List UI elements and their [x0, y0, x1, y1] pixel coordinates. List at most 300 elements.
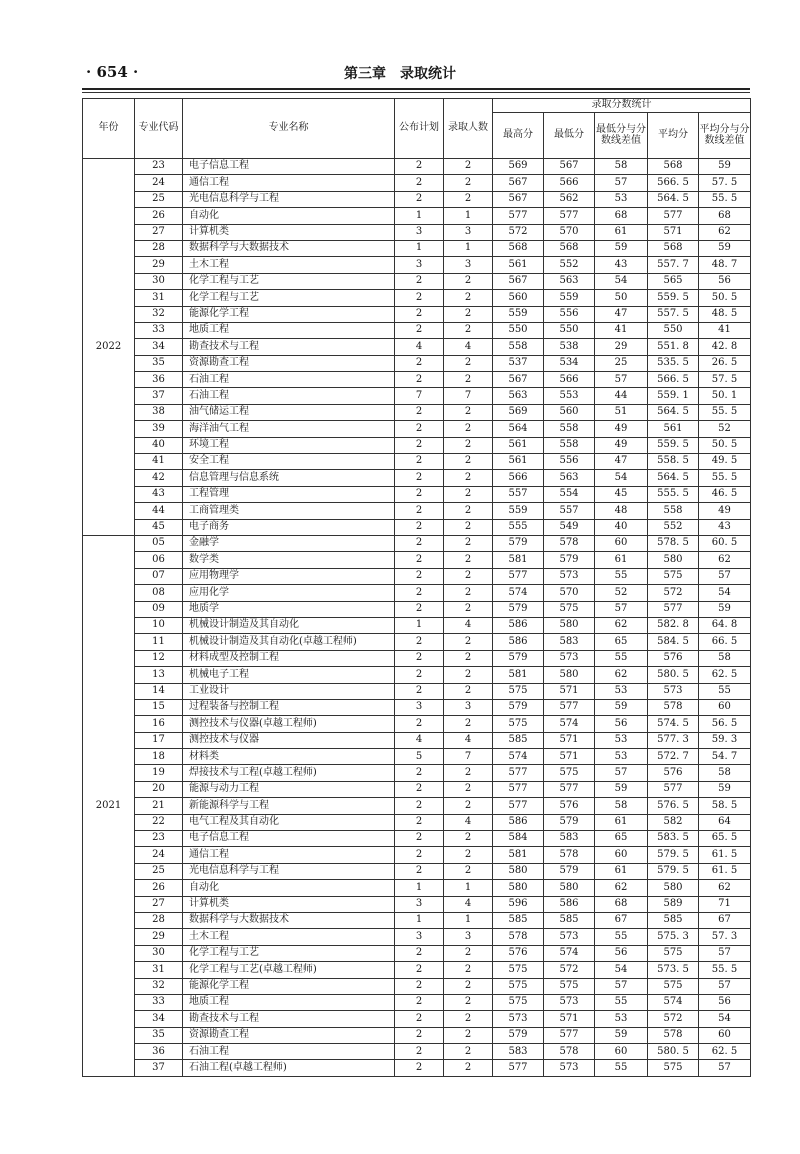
- table-row: [83, 208, 751, 224]
- cell-avg: 552: [648, 519, 699, 535]
- cell-avg: 577: [648, 208, 699, 224]
- table-row: [83, 863, 751, 879]
- cell-avg-diff: 65. 5: [699, 831, 751, 847]
- cell-admitted: 4: [444, 339, 493, 355]
- cell-plan: 2: [395, 1044, 444, 1060]
- cell-admitted: 2: [444, 978, 493, 994]
- table-row: [83, 617, 751, 633]
- cell-avg-diff: 50. 5: [699, 437, 751, 453]
- cell-admitted: 1: [444, 912, 493, 928]
- cell-plan: 2: [395, 191, 444, 207]
- cell-max: 584: [493, 831, 544, 847]
- cell-avg-diff: 67: [699, 912, 751, 928]
- cell-avg-diff: 61. 5: [699, 863, 751, 879]
- cell-plan: 2: [395, 667, 444, 683]
- cell-avg-diff: 46. 5: [699, 486, 751, 502]
- table-row: [83, 1060, 751, 1076]
- cell-avg-diff: 59: [699, 159, 751, 175]
- cell-min-diff: 55: [595, 994, 648, 1010]
- cell-min-diff: 50: [595, 290, 648, 306]
- cell-name: 土木工程: [183, 929, 395, 945]
- cell-code: 24: [135, 847, 183, 863]
- cell-code: 33: [135, 322, 183, 338]
- cell-max: 567: [493, 273, 544, 289]
- cell-code: 23: [135, 831, 183, 847]
- cell-avg-diff: 61. 5: [699, 847, 751, 863]
- cell-min: 571: [544, 732, 595, 748]
- cell-plan: 2: [395, 372, 444, 388]
- cell-max: 561: [493, 454, 544, 470]
- cell-max: 596: [493, 896, 544, 912]
- cell-avg: 583. 5: [648, 831, 699, 847]
- cell-admitted: 2: [444, 798, 493, 814]
- cell-avg: 551. 8: [648, 339, 699, 355]
- year-cell: 2022: [83, 159, 135, 536]
- cell-min-diff: 49: [595, 437, 648, 453]
- cell-code: 06: [135, 552, 183, 568]
- cell-min-diff: 52: [595, 585, 648, 601]
- cell-min: 538: [544, 339, 595, 355]
- cell-admitted: 3: [444, 699, 493, 715]
- cell-avg-diff: 57: [699, 568, 751, 584]
- cell-avg-diff: 49. 5: [699, 454, 751, 470]
- cell-name: 新能源科学与工程: [183, 798, 395, 814]
- table-row: [83, 962, 751, 978]
- cell-max: 569: [493, 159, 544, 175]
- cell-avg: 579. 5: [648, 863, 699, 879]
- table-row: [83, 699, 751, 715]
- cell-avg: 582. 8: [648, 617, 699, 633]
- cell-code: 28: [135, 240, 183, 256]
- cell-name: 过程装备与控制工程: [183, 699, 395, 715]
- table-row: [83, 929, 751, 945]
- table-row: [83, 306, 751, 322]
- cell-plan: 2: [395, 568, 444, 584]
- cell-admitted: 3: [444, 224, 493, 240]
- cell-name: 通信工程: [183, 175, 395, 191]
- cell-min: 559: [544, 290, 595, 306]
- cell-max: 568: [493, 240, 544, 256]
- table-row: [83, 831, 751, 847]
- table-row: [83, 798, 751, 814]
- cell-max: 581: [493, 847, 544, 863]
- cell-code: 09: [135, 601, 183, 617]
- cell-avg: 559. 5: [648, 290, 699, 306]
- cell-name: 石油工程: [183, 1044, 395, 1060]
- cell-min: 576: [544, 798, 595, 814]
- cell-max: 563: [493, 388, 544, 404]
- cell-plan: 3: [395, 896, 444, 912]
- cell-max: 581: [493, 667, 544, 683]
- cell-min-diff: 53: [595, 732, 648, 748]
- cell-code: 10: [135, 617, 183, 633]
- cell-name: 工程管理: [183, 486, 395, 502]
- cell-min-diff: 57: [595, 175, 648, 191]
- cell-max: 579: [493, 699, 544, 715]
- cell-avg: 574: [648, 994, 699, 1010]
- cell-plan: 2: [395, 945, 444, 961]
- cell-plan: 2: [395, 519, 444, 535]
- cell-admitted: 2: [444, 486, 493, 502]
- cell-min-diff: 61: [595, 552, 648, 568]
- cell-min: 558: [544, 421, 595, 437]
- cell-name: 地质工程: [183, 994, 395, 1010]
- cell-admitted: 2: [444, 765, 493, 781]
- cell-name: 材料成型及控制工程: [183, 650, 395, 666]
- cell-avg: 566. 5: [648, 372, 699, 388]
- cell-name: 计算机类: [183, 224, 395, 240]
- cell-min: 557: [544, 503, 595, 519]
- table-row: [83, 994, 751, 1010]
- table-row: [83, 1011, 751, 1027]
- cell-max: 578: [493, 929, 544, 945]
- cell-min: 558: [544, 437, 595, 453]
- cell-avg-diff: 56: [699, 994, 751, 1010]
- cell-plan: 2: [395, 486, 444, 502]
- cell-min-diff: 68: [595, 896, 648, 912]
- cell-code: 25: [135, 863, 183, 879]
- cell-code: 17: [135, 732, 183, 748]
- cell-avg-diff: 62. 5: [699, 667, 751, 683]
- cell-min: 579: [544, 552, 595, 568]
- cell-avg-diff: 68: [699, 208, 751, 224]
- cell-code: 36: [135, 372, 183, 388]
- cell-avg-diff: 57: [699, 1060, 751, 1076]
- cell-avg: 535. 5: [648, 355, 699, 371]
- cell-min-diff: 56: [595, 716, 648, 732]
- cell-max: 560: [493, 290, 544, 306]
- cell-plan: 3: [395, 224, 444, 240]
- cell-code: 31: [135, 290, 183, 306]
- cell-avg-diff: 64: [699, 814, 751, 830]
- cell-min-diff: 54: [595, 470, 648, 486]
- cell-name: 能源化学工程: [183, 978, 395, 994]
- cell-admitted: 4: [444, 814, 493, 830]
- cell-admitted: 2: [444, 372, 493, 388]
- cell-avg: 578: [648, 1027, 699, 1043]
- cell-name: 光电信息科学与工程: [183, 863, 395, 879]
- cell-max: 576: [493, 945, 544, 961]
- cell-admitted: 4: [444, 896, 493, 912]
- cell-code: 11: [135, 634, 183, 650]
- cell-min-diff: 59: [595, 1027, 648, 1043]
- cell-plan: 2: [395, 306, 444, 322]
- cell-max: 577: [493, 568, 544, 584]
- cell-code: 08: [135, 585, 183, 601]
- cell-max: 561: [493, 437, 544, 453]
- cell-avg: 568: [648, 159, 699, 175]
- cell-avg: 565: [648, 273, 699, 289]
- cell-min: 554: [544, 486, 595, 502]
- cell-min-diff: 61: [595, 863, 648, 879]
- cell-avg: 568: [648, 240, 699, 256]
- cell-plan: 2: [395, 847, 444, 863]
- cell-code: 26: [135, 208, 183, 224]
- cell-code: 27: [135, 224, 183, 240]
- cell-avg: 558. 5: [648, 454, 699, 470]
- cell-min: 552: [544, 257, 595, 273]
- cell-avg-diff: 48. 5: [699, 306, 751, 322]
- cell-name: 光电信息科学与工程: [183, 191, 395, 207]
- cell-plan: 4: [395, 732, 444, 748]
- col-avg: 平均分: [648, 113, 699, 159]
- cell-avg-diff: 42. 8: [699, 339, 751, 355]
- cell-plan: 2: [395, 470, 444, 486]
- cell-avg: 577: [648, 601, 699, 617]
- table-body: [83, 159, 751, 1077]
- cell-code: 35: [135, 355, 183, 371]
- cell-code: 30: [135, 945, 183, 961]
- cell-min: 575: [544, 978, 595, 994]
- cell-max: 572: [493, 224, 544, 240]
- cell-admitted: 2: [444, 503, 493, 519]
- cell-min-diff: 59: [595, 699, 648, 715]
- cell-max: 585: [493, 732, 544, 748]
- cell-avg-diff: 55. 5: [699, 470, 751, 486]
- cell-admitted: 2: [444, 716, 493, 732]
- cell-plan: 2: [395, 978, 444, 994]
- cell-avg-diff: 57. 3: [699, 929, 751, 945]
- cell-max: 577: [493, 765, 544, 781]
- table-row: [83, 683, 751, 699]
- cell-plan: 2: [395, 437, 444, 453]
- cell-min-diff: 60: [595, 535, 648, 551]
- col-score-group: 录取分数统计: [493, 99, 751, 113]
- cell-min: 573: [544, 994, 595, 1010]
- table-row: [83, 519, 751, 535]
- cell-min-diff: 56: [595, 945, 648, 961]
- cell-min: 550: [544, 322, 595, 338]
- cell-max: 567: [493, 191, 544, 207]
- cell-name: 勘查技术与工程: [183, 1011, 395, 1027]
- cell-avg: 576: [648, 765, 699, 781]
- table-row: [83, 224, 751, 240]
- cell-name: 应用物理学: [183, 568, 395, 584]
- col-code: 专业代码: [135, 99, 183, 159]
- cell-avg-diff: 26. 5: [699, 355, 751, 371]
- cell-admitted: 2: [444, 454, 493, 470]
- table-row: [83, 486, 751, 502]
- cell-avg: 550: [648, 322, 699, 338]
- cell-plan: 2: [395, 421, 444, 437]
- cell-min-diff: 58: [595, 798, 648, 814]
- cell-code: 45: [135, 519, 183, 535]
- cell-max: 566: [493, 470, 544, 486]
- cell-min-diff: 48: [595, 503, 648, 519]
- cell-avg: 559. 1: [648, 388, 699, 404]
- cell-min: 578: [544, 1044, 595, 1060]
- cell-max: 579: [493, 1027, 544, 1043]
- cell-admitted: 2: [444, 831, 493, 847]
- cell-admitted: 4: [444, 617, 493, 633]
- cell-plan: 2: [395, 716, 444, 732]
- cell-admitted: 2: [444, 159, 493, 175]
- cell-code: 24: [135, 175, 183, 191]
- cell-plan: 2: [395, 535, 444, 551]
- cell-avg-diff: 59. 3: [699, 732, 751, 748]
- cell-admitted: 2: [444, 568, 493, 584]
- cell-avg: 573: [648, 683, 699, 699]
- cell-plan: 2: [395, 454, 444, 470]
- cell-plan: 2: [395, 1027, 444, 1043]
- cell-name: 自动化: [183, 880, 395, 896]
- cell-plan: 2: [395, 1011, 444, 1027]
- cell-avg: 561: [648, 421, 699, 437]
- table-header: [83, 99, 751, 159]
- cell-min: 578: [544, 847, 595, 863]
- cell-code: 37: [135, 1060, 183, 1076]
- col-max: 最高分: [493, 113, 544, 159]
- cell-admitted: 2: [444, 191, 493, 207]
- cell-admitted: 3: [444, 929, 493, 945]
- cell-code: 34: [135, 1011, 183, 1027]
- cell-code: 31: [135, 962, 183, 978]
- cell-max: 586: [493, 814, 544, 830]
- cell-avg: 564. 5: [648, 404, 699, 420]
- cell-plan: 2: [395, 585, 444, 601]
- cell-admitted: 2: [444, 519, 493, 535]
- cell-code: 15: [135, 699, 183, 715]
- cell-avg: 557. 5: [648, 306, 699, 322]
- table-row: [83, 1027, 751, 1043]
- cell-max: 575: [493, 978, 544, 994]
- cell-admitted: 2: [444, 437, 493, 453]
- table-row: [83, 257, 751, 273]
- cell-min-diff: 53: [595, 683, 648, 699]
- cell-avg-diff: 50. 5: [699, 290, 751, 306]
- cell-code: 19: [135, 765, 183, 781]
- cell-code: 26: [135, 880, 183, 896]
- cell-plan: 2: [395, 831, 444, 847]
- table-row: [83, 322, 751, 338]
- cell-avg: 580. 5: [648, 1044, 699, 1060]
- cell-plan: 1: [395, 208, 444, 224]
- cell-max: 575: [493, 994, 544, 1010]
- cell-avg-diff: 62: [699, 224, 751, 240]
- cell-min-diff: 55: [595, 650, 648, 666]
- table-row: [83, 765, 751, 781]
- table-row: [83, 240, 751, 256]
- cell-min-diff: 45: [595, 486, 648, 502]
- cell-avg: 577: [648, 781, 699, 797]
- cell-avg: 582: [648, 814, 699, 830]
- table-row: [83, 650, 751, 666]
- table-row: [83, 912, 751, 928]
- cell-avg-diff: 60. 5: [699, 535, 751, 551]
- table-row: [83, 339, 751, 355]
- cell-min-diff: 62: [595, 667, 648, 683]
- cell-avg: 555. 5: [648, 486, 699, 502]
- cell-avg-diff: 54: [699, 585, 751, 601]
- cell-admitted: 2: [444, 634, 493, 650]
- cell-avg-diff: 58: [699, 650, 751, 666]
- cell-min: 570: [544, 224, 595, 240]
- cell-min-diff: 53: [595, 749, 648, 765]
- cell-avg: 578. 5: [648, 535, 699, 551]
- cell-plan: 2: [395, 798, 444, 814]
- cell-code: 22: [135, 814, 183, 830]
- cell-admitted: 2: [444, 1027, 493, 1043]
- cell-admitted: 2: [444, 1044, 493, 1060]
- cell-admitted: 2: [444, 306, 493, 322]
- cell-name: 应用化学: [183, 585, 395, 601]
- cell-avg: 572: [648, 585, 699, 601]
- cell-code: 35: [135, 1027, 183, 1043]
- cell-name: 数据科学与大数据技术: [183, 240, 395, 256]
- cell-min: 570: [544, 585, 595, 601]
- cell-admitted: 2: [444, 273, 493, 289]
- table-row: [83, 372, 751, 388]
- cell-code: 28: [135, 912, 183, 928]
- table-row: [83, 880, 751, 896]
- cell-avg-diff: 56: [699, 273, 751, 289]
- table-row: [83, 503, 751, 519]
- table-row: [83, 781, 751, 797]
- cell-name: 电子商务: [183, 519, 395, 535]
- cell-plan: 2: [395, 601, 444, 617]
- cell-min: 563: [544, 470, 595, 486]
- cell-name: 机械电子工程: [183, 667, 395, 683]
- cell-min-diff: 58: [595, 159, 648, 175]
- cell-name: 数据科学与大数据技术: [183, 912, 395, 928]
- cell-max: 559: [493, 503, 544, 519]
- cell-plan: 2: [395, 683, 444, 699]
- cell-name: 数学类: [183, 552, 395, 568]
- cell-max: 550: [493, 322, 544, 338]
- cell-max: 555: [493, 519, 544, 535]
- cell-avg-diff: 55. 5: [699, 191, 751, 207]
- cell-plan: 2: [395, 322, 444, 338]
- cell-avg: 577. 3: [648, 732, 699, 748]
- table-row: [83, 601, 751, 617]
- cell-min: 560: [544, 404, 595, 420]
- cell-code: 44: [135, 503, 183, 519]
- cell-max: 586: [493, 617, 544, 633]
- cell-name: 计算机类: [183, 896, 395, 912]
- cell-min: 571: [544, 683, 595, 699]
- table-row: [83, 978, 751, 994]
- cell-max: 574: [493, 585, 544, 601]
- table-row: [83, 732, 751, 748]
- cell-code: 14: [135, 683, 183, 699]
- cell-min: 549: [544, 519, 595, 535]
- cell-max: 559: [493, 306, 544, 322]
- cell-code: 36: [135, 1044, 183, 1060]
- cell-name: 工业设计: [183, 683, 395, 699]
- table-row: [83, 814, 751, 830]
- cell-min-diff: 53: [595, 1011, 648, 1027]
- col-name: 专业名称: [183, 99, 395, 159]
- table-row: [83, 896, 751, 912]
- cell-plan: 2: [395, 781, 444, 797]
- cell-admitted: 2: [444, 535, 493, 551]
- cell-min: 585: [544, 912, 595, 928]
- cell-admitted: 7: [444, 749, 493, 765]
- cell-min: 574: [544, 716, 595, 732]
- cell-min-diff: 41: [595, 322, 648, 338]
- cell-min: 573: [544, 650, 595, 666]
- cell-avg-diff: 58. 5: [699, 798, 751, 814]
- cell-max: 573: [493, 1011, 544, 1027]
- cell-min: 566: [544, 175, 595, 191]
- cell-plan: 2: [395, 650, 444, 666]
- cell-min-diff: 51: [595, 404, 648, 420]
- cell-max: 557: [493, 486, 544, 502]
- cell-max: 567: [493, 175, 544, 191]
- cell-name: 化学工程与工艺: [183, 273, 395, 289]
- cell-min-diff: 55: [595, 1060, 648, 1076]
- cell-avg-diff: 57: [699, 978, 751, 994]
